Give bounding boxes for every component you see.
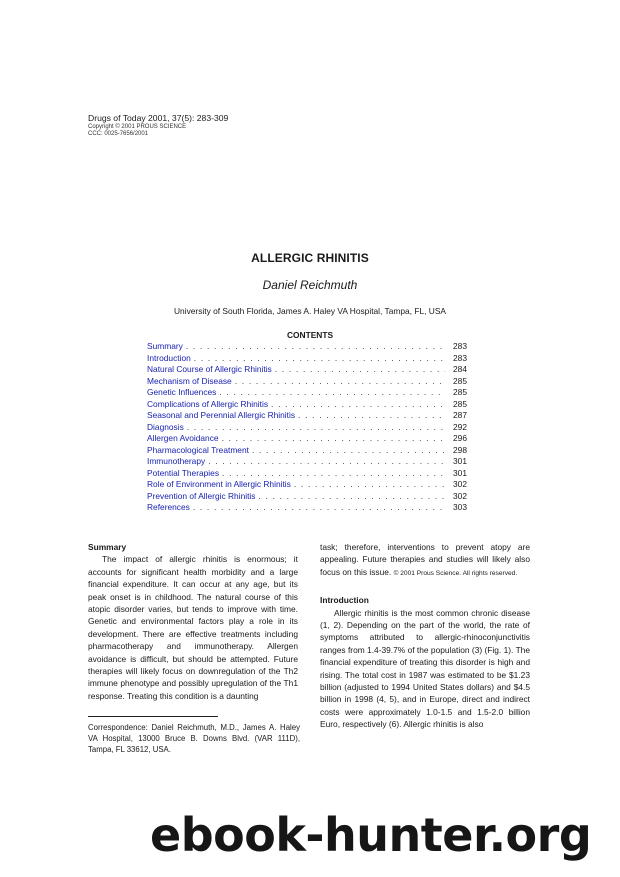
toc-entry[interactable] [147,502,467,514]
toc-leader-dots [271,399,445,411]
toc-entry-link[interactable]: Mechanism of Disease [147,375,232,386]
toc-entry[interactable] [147,456,467,468]
summary-continuation-text: task; therefore, interventions to prevent atopy are appealing. Future therapies and studies will likely also focus on this issue. [320,542,530,577]
toc-leader-dots [235,376,445,388]
summary-heading: Summary [88,542,127,552]
toc-page-number: 287 [453,410,467,420]
correspondence-note: Correspondence: Daniel Reichmuth, M.D., James A. Haley VA Hospital, 13000 Bruce B. Downs Blvd. (VAR 111D), Tampa, FL 33612, USA. [88,723,300,754]
toc-entry-link[interactable]: Complications of Allergic Rhinitis [147,398,269,409]
toc-entry-link[interactable]: Seasonal and Perennial Allergic Rhinitis [147,410,296,420]
section-gap [320,580,530,594]
right-column [320,541,530,731]
toc-entry[interactable] [147,341,467,353]
toc-leader-dots [193,502,445,514]
toc-leader-dots [252,445,445,457]
article-author: Daniel Reichmuth [262,278,358,292]
toc-leader-dots [258,491,445,503]
introduction-heading: Introduction [320,595,369,606]
toc-entry[interactable] [147,433,467,445]
summary-continuation [320,541,530,580]
left-column [88,541,298,702]
toc-entry[interactable] [147,353,467,365]
toc-entry-link[interactable]: Role of Environment in Allergic Rhinitis [147,479,291,489]
summary-copyright: © 2001 Prous Science. All rights reserved. [393,569,518,577]
toc-leader-dots [219,387,445,399]
toc-entry-link[interactable]: Potential Therapies [147,467,220,478]
toc-leader-dots [187,422,445,434]
toc-page-number: 284 [453,364,467,374]
toc-page-number: 303 [453,502,467,512]
author-affiliation: University of South Florida, James A. Haley VA Hospital, Tampa, FL, USA [174,306,446,316]
toc-entry-link[interactable]: Natural Course of Allergic Rhinitis [147,364,272,374]
journal-header [88,113,228,138]
toc-entry-link[interactable]: Summary [147,341,183,351]
toc-page-number: 296 [453,433,467,443]
toc-entry-link[interactable]: Genetic Influences [147,387,217,397]
watermark-text: ebook-hunter.org [150,808,592,862]
toc-page-number: 283 [453,341,467,351]
journal-ccc: CCC: 0025-7656/2001 [88,131,149,137]
toc-page-number: 301 [453,456,467,466]
toc-leader-dots [275,364,445,376]
toc-leader-dots [222,468,445,480]
toc-entry[interactable] [147,410,467,422]
toc-page-number: 292 [453,421,467,432]
toc-entry[interactable] [147,387,467,399]
summary-text: The impact of allergic rhinitis is enormous; it accounts for significant health morbidity and a large financial expenditure. It can occur at any age, but its peak onset is in childhood. The natural course of this atopic disorder varies, but tends to improve with time. Genetic and environmental factors play a role in its development. There are effective treatments including pharmacotherapy and immunotherapy. Allergen avoidance is difficult, but should be attempted. Future therapies will likely focus on downregulation of the Th2 immune phenotype and possibly upregulation of the Th1 response. Treating this condition is a daunting [88,554,298,701]
toc-entry[interactable] [147,479,467,491]
journal-citation: Drugs of Today 2001, 37(5): 283-309 [88,113,229,123]
toc-entry[interactable] [147,491,467,503]
toc-leader-dots [294,479,445,491]
toc-page-number: 285 [453,375,467,386]
toc-entry[interactable] [147,422,467,434]
table-of-contents [147,341,467,514]
article-title: ALLERGIC RHINITIS [251,251,369,265]
toc-page-number: 301 [453,467,467,478]
toc-entry-link[interactable]: Allergen Avoidance [147,433,219,443]
toc-page-number: 285 [453,398,467,409]
toc-entry-link[interactable]: Introduction [147,352,191,363]
toc-entry-link[interactable]: Immunotherapy [147,456,206,466]
toc-leader-dots [222,433,445,445]
introduction-text: Allergic rhinitis is the most common chronic disease (1, 2). Depending on the part of the world, the rate of symptoms attributed to allergic-rhinoconjunctivitis ranges from 1.4-39.7% of the population (3) (Fig. 1). The financial expenditure of treating this disorder is high and rising. The total cost in 1987 was estimated to be $1.23 billion (adjusted to 1994 United States dollars) and $4.5 billion in 1998 (4, 5), and in Europe, direct and indirect costs were approximately 1.0-1.5 and 1.5-2.0 billion Euro, respectively (6). Allergic rhinitis is also [320,607,530,730]
journal-copyright: Copyright © 2001 PROUS SCIENCE [88,124,187,130]
toc-entry[interactable] [147,364,467,376]
toc-page-number: 302 [453,479,467,489]
toc-page-number: 298 [453,444,467,455]
toc-page-number: 302 [453,490,467,501]
toc-leader-dots [194,353,445,365]
toc-entry[interactable] [147,468,467,480]
toc-entry-link[interactable]: References [147,502,190,512]
footnote-rule [88,716,218,717]
toc-entry-link[interactable]: Prevention of Allergic Rhinitis [147,490,256,501]
toc-leader-dots [298,410,445,422]
toc-leader-dots [208,456,445,468]
toc-entry-link[interactable]: Pharmacological Treatment [147,444,249,455]
contents-heading: CONTENTS [286,330,334,340]
toc-page-number: 283 [453,352,467,363]
toc-entry[interactable] [147,376,467,388]
toc-page-number: 285 [453,387,467,397]
toc-entry-link[interactable]: Diagnosis [147,421,184,432]
toc-leader-dots [186,341,445,353]
toc-entry[interactable] [147,445,467,457]
toc-entry[interactable] [147,399,467,411]
